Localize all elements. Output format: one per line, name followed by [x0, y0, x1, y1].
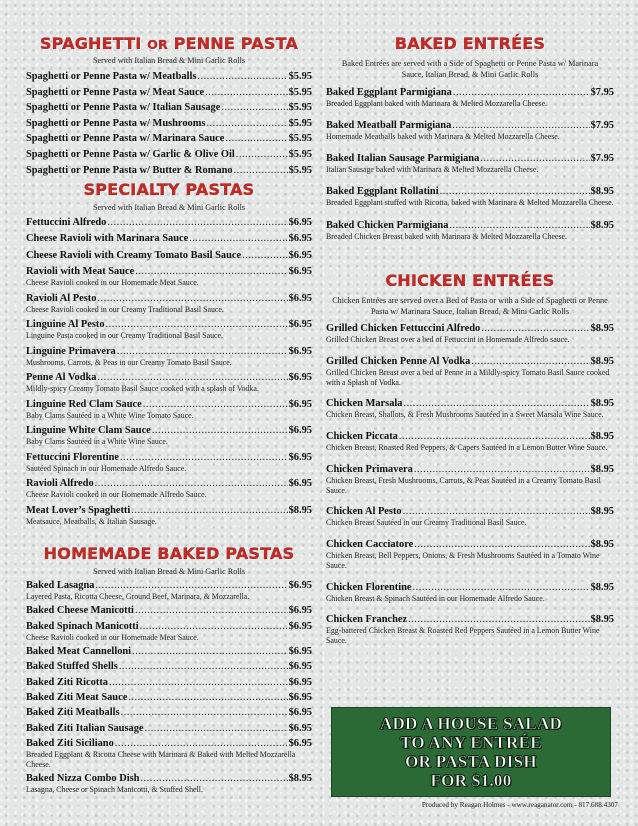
menu-item-description: Cheese Ravioli cooked in our Homemade Meat Sauce.	[26, 632, 199, 642]
menu-item-name: Ravioli with Meat Sauce	[26, 266, 135, 278]
menu-item-price: $8.95	[590, 463, 614, 475]
menu-item-name: Baked Ziti Siciliano	[26, 737, 114, 749]
menu-item-price: $5.95	[288, 133, 312, 145]
specialty-section	[26, 182, 312, 527]
dot-leader	[236, 148, 288, 161]
menu-item	[26, 292, 312, 315]
dot-leader	[135, 604, 288, 617]
baked-pastas-list	[26, 579, 312, 796]
menu-item-line	[26, 706, 312, 719]
dot-leader	[119, 660, 288, 673]
dot-leader	[117, 345, 288, 358]
menu-item-name: Baked Ziti Ricotta	[26, 676, 108, 688]
menu-item	[26, 70, 312, 83]
menu-item	[26, 620, 312, 643]
menu-item-line	[26, 132, 312, 145]
dot-leader	[403, 397, 589, 410]
menu-item-name: Linguine Red Clam Sauce	[26, 398, 142, 410]
menu-item-name: Baked Eggplant Rollatini	[326, 186, 439, 198]
dot-leader	[440, 185, 590, 198]
menu-item-price: $6.95	[288, 266, 312, 278]
dot-leader	[97, 292, 287, 305]
baked-entrees-section	[326, 36, 614, 242]
menu-item-price: $6.95	[288, 737, 312, 749]
menu-item-line	[26, 398, 312, 411]
menu-item-price: $6.95	[288, 580, 312, 592]
menu-item-line	[26, 117, 312, 130]
menu-item	[326, 355, 614, 388]
menu-item-name: Baked Ziti Meat Sauce	[26, 692, 128, 704]
menu-item-line	[26, 620, 312, 633]
menu-item	[326, 430, 614, 453]
menu-item	[26, 232, 312, 245]
menu-item	[326, 613, 614, 646]
baked-entrees-subtitle: Baked Entrées are served with a Side of Spaghetti or Penne Pasta w/ Marinara Sauce, Italian Bread, & Mini Garlic Rolls	[341, 59, 599, 80]
salad-promo-line-4: FOR $1.00	[430, 771, 512, 791]
menu-item	[26, 604, 312, 617]
menu-item-line	[26, 722, 312, 735]
dot-leader	[120, 451, 288, 464]
menu-item-price: $6.95	[288, 345, 312, 357]
menu-item-line	[326, 430, 614, 443]
spaghetti-section	[26, 36, 312, 177]
menu-item-name: Chicken Franchez	[326, 614, 408, 626]
menu-item-price: $6.95	[288, 233, 312, 245]
menu-item	[26, 660, 312, 673]
menu-item-name: Ravioli Alfredo	[26, 478, 94, 490]
menu-item-line	[326, 185, 614, 198]
menu-item-price: $6.95	[288, 292, 312, 304]
menu-item-name: Chicken Al Pesto	[326, 506, 402, 518]
menu-item-price: $8.95	[590, 323, 614, 335]
dot-leader	[135, 265, 287, 278]
menu-item-name: Baked Lasagna	[26, 580, 95, 592]
menu-item-price: $6.95	[288, 217, 312, 229]
menu-item-line	[26, 148, 312, 161]
menu-item	[26, 318, 312, 341]
menu-item	[26, 148, 312, 161]
salad-promo-box	[331, 707, 611, 797]
menu-item	[26, 249, 312, 262]
menu-item-line	[26, 737, 312, 750]
menu-item-price: $6.95	[288, 676, 312, 688]
menu-item-name: Baked Ziti Italian Sausage	[26, 722, 144, 734]
menu-item-line	[26, 604, 312, 617]
menu-item-name: Chicken Marsala	[326, 398, 403, 410]
baked-pastas-section	[26, 546, 312, 796]
menu-item-description: Sautéed Spinach in our Homemade Alfredo Sauce.	[26, 463, 187, 473]
menu-item-description: Baby Clams Sautéed in a White Wine Sauce.	[26, 437, 168, 447]
menu-item-line	[26, 101, 312, 114]
menu-item-name: Chicken Florentine	[326, 581, 412, 593]
menu-item	[26, 737, 312, 770]
menu-item-line	[26, 424, 312, 437]
chicken-title: CHICKEN ENTRÉES	[385, 271, 555, 290]
menu-item	[326, 219, 614, 242]
menu-item-name: Ravioli Al Pesto	[26, 292, 97, 304]
menu-item	[326, 505, 614, 528]
menu-item-description: Baby Clams Sautéed in a White Wine Tomato Sauce.	[26, 410, 194, 420]
dot-leader	[143, 398, 288, 411]
menu-item-price: $8.95	[590, 506, 614, 518]
menu-item-name: Cheese Ravioli with Marinara Sauce	[26, 233, 189, 245]
menu-item-description: Breaded Eggplant baked with Marinara & Melted Mozzarella Cheese.	[326, 99, 548, 109]
dot-leader	[132, 645, 288, 658]
menu-item-line	[26, 249, 312, 262]
menu-item	[326, 538, 614, 571]
menu-item-line	[326, 397, 614, 410]
menu-item-name: Baked Eggplant Parmigiana	[326, 87, 452, 99]
menu-item-line	[26, 504, 312, 517]
dot-leader	[480, 152, 589, 165]
menu-item-line	[326, 119, 614, 132]
dot-leader	[449, 219, 589, 232]
menu-item-price: $6.95	[288, 605, 312, 617]
menu-item-name: Baked Chicken Parmigiana	[326, 219, 449, 231]
menu-item-price: $8.95	[590, 539, 614, 550]
menu-item-name: Fettuccini Alfredo	[26, 217, 107, 229]
chicken-list	[326, 322, 614, 646]
menu-item-line	[26, 232, 312, 245]
menu-item-line	[26, 164, 312, 177]
dot-leader	[225, 132, 287, 145]
menu-item-name: Chicken Cacciatore	[326, 539, 414, 550]
menu-item-price: $6.95	[288, 620, 312, 632]
menu-item-description: Chicken Breast, Shallots, & Fresh Mushrooms Sautéed in a Sweet Marsala Wine Sauce.	[326, 410, 604, 420]
menu-item-description: Breaded Eggplant stuffed with Ricotta, baked with Marinara & Melted Mozzarella Cheese.	[326, 198, 614, 208]
dot-leader	[221, 101, 287, 114]
dot-leader	[453, 86, 590, 99]
dot-leader	[399, 430, 590, 443]
menu-item-description: Linguine Pasta cooked in our Creamy Traditional Basil Sauce.	[26, 331, 224, 341]
menu-item	[26, 772, 312, 795]
menu-item-price: $8.95	[590, 219, 614, 231]
baked-pastas-subtitle: Served with Italian Bread & Mini Garlic Rolls	[92, 567, 246, 576]
menu-item-price: $8.95	[590, 431, 614, 443]
menu-item-price: $6.95	[288, 319, 312, 331]
dot-leader	[413, 581, 590, 594]
menu-item-line	[26, 318, 312, 331]
menu-item-description: Chicken Breast, Bell Peppers, Onions, & Fresh Mushrooms Sautéed in a Tomato Wine Sauce.	[326, 551, 600, 571]
menu-item-description: Meatsauce, Meatballs, & Italian Sausage.	[26, 516, 157, 526]
menu-item-name: Fettuccini Florentine	[26, 451, 120, 463]
menu-item-description: Breaded Chicken Breast baked with Marinara & Melted Mozzarella Cheese.	[326, 231, 568, 241]
menu-item-description: Grilled Chicken Breast over a bed of Penne in a Mildly-spicy Tomato Basil Sauce cooked with a Splash of Vodka.	[326, 367, 610, 387]
menu-item	[26, 117, 312, 130]
menu-item	[26, 132, 312, 145]
menu-item-price: $5.95	[288, 149, 312, 161]
menu-item	[26, 676, 312, 689]
menu-item-price: $6.95	[288, 398, 312, 410]
menu-item-name: Grilled Chicken Fettuccini Alfredo	[326, 323, 481, 335]
spaghetti-subtitle: Served with Italian Bread & Mini Garlic Rolls	[92, 56, 246, 65]
dot-leader	[408, 613, 590, 626]
menu-item	[326, 152, 614, 175]
menu-item	[26, 398, 312, 421]
menu-item-price: $6.95	[288, 646, 312, 658]
menu-item-line	[326, 152, 614, 165]
dot-leader	[95, 477, 288, 490]
menu-item-name: Chicken Primavera	[326, 463, 413, 475]
menu-item	[26, 645, 312, 658]
baked-pastas-title: HOMEMADE BAKED PASTAS	[43, 544, 295, 563]
menu-item	[26, 345, 312, 368]
menu-item-name: Baked Italian Sausage Parmigiana	[326, 153, 480, 165]
menu-item	[26, 424, 312, 447]
specialty-title: SPECIALTY PASTAS	[83, 180, 255, 199]
menu-item-description: Breaded Eggplant & Ricotta Cheese with Marinara & Baked with Melted Mozzarella Cheese.	[26, 749, 296, 770]
dot-leader	[106, 318, 288, 331]
menu-item-name: Baked Meatball Parmigiana	[326, 120, 452, 132]
menu-item-line	[26, 676, 312, 689]
menu-item-line	[26, 645, 312, 658]
menu-item	[26, 579, 312, 602]
menu-item	[26, 371, 312, 394]
menu-item-line	[26, 265, 312, 278]
dot-leader	[131, 504, 287, 517]
menu-item-name: Penne Al Vodka	[26, 372, 97, 384]
menu-item-name: Linguine Primavera	[26, 345, 116, 357]
dot-leader	[403, 505, 590, 518]
menu-item	[26, 706, 312, 719]
dot-leader	[234, 164, 288, 177]
dot-leader	[414, 538, 589, 551]
dot-leader	[471, 355, 589, 368]
menu-item-price: $5.95	[288, 102, 312, 114]
menu-item-price: $6.95	[288, 707, 312, 719]
menu-item	[326, 86, 614, 109]
chicken-section	[326, 273, 614, 647]
dot-leader	[414, 463, 590, 476]
menu-item-name: Spaghetti or Penne Pasta w/ Garlic & Olive Oil	[26, 149, 235, 161]
menu-item-price: $8.95	[288, 773, 312, 785]
menu-item-line	[326, 613, 614, 626]
dot-leader	[140, 620, 288, 633]
menu-item-line	[326, 355, 614, 368]
menu-item-price: $6.95	[288, 425, 312, 437]
menu-item-line	[26, 477, 312, 490]
menu-item	[326, 322, 614, 345]
menu-item-description: Cheese Ravioli cooked in our Homemade Meat Sauce.	[26, 278, 199, 288]
menu-item-description: Mushrooms, Carrots, & Peas in our Creamy Tomato Basil Sauce.	[26, 357, 232, 367]
menu-item-line	[26, 216, 312, 229]
menu-item-name: Cheese Ravioli with Creamy Tomato Basil Sauce	[26, 249, 242, 261]
menu-item-price: $7.95	[590, 87, 614, 99]
menu-item-line	[326, 463, 614, 476]
menu-item-price: $6.95	[288, 478, 312, 490]
footer-credit: Produced by Reagan Holmes - www.reaganator.com - 817.688.4307	[421, 801, 618, 809]
menu-item-name: Spaghetti or Penne Pasta w/ Marinara Sauce	[26, 133, 225, 145]
dot-leader	[205, 86, 287, 99]
menu-item	[26, 86, 312, 99]
menu-item-name: Baked Nizza Combo Dish	[26, 773, 140, 785]
menu-item	[26, 265, 312, 288]
dot-leader	[206, 117, 287, 130]
menu-item-description: Italian Sausage baked with Marinara & Melted Mozzarella Cheese.	[326, 165, 539, 175]
menu-item	[326, 463, 614, 496]
menu-item-price: $8.95	[288, 504, 312, 516]
menu-item-price: $6.95	[288, 249, 312, 261]
menu-item-line	[26, 772, 312, 785]
baked-entrees-list	[326, 86, 614, 242]
menu-item	[26, 504, 312, 527]
menu-item-line	[326, 322, 614, 335]
menu-item-price: $6.95	[288, 372, 312, 384]
menu-item-description: Egg-battered Chicken Breast & Roasted Red Peppers Sautéed in a Lemon Butter Wine Sauce.	[326, 626, 600, 646]
menu-item-description: Cheese Ravioli cooked in our Creamy Traditional Basil Sauce.	[26, 304, 224, 314]
chicken-subtitle: Chicken Entrées are served over a Bed of Pasta or with a Side of Spaghetti or Penne Pasta w/ Marinara Sauce, Italian Bread, & Mini Garlic Rolls	[332, 296, 608, 317]
menu-item	[326, 185, 614, 208]
dot-leader	[189, 232, 287, 245]
menu-item	[326, 119, 614, 142]
menu-item-price: $8.95	[590, 355, 614, 367]
menu-item-price: $5.95	[288, 71, 312, 83]
specialty-list	[26, 216, 312, 527]
dot-leader	[128, 691, 287, 704]
menu-item-price: $5.95	[288, 117, 312, 129]
spaghetti-title: SPAGHETTI OR PENNE PASTA	[39, 34, 299, 53]
menu-item-price: $6.95	[288, 451, 312, 463]
menu-item-description: Chicken Breast & Spinach Sautéed in our Homemade Alfredo Sauce.	[326, 593, 545, 603]
menu-item-line	[26, 371, 312, 384]
menu-item	[26, 164, 312, 177]
menu-item-line	[326, 581, 614, 594]
menu-item-line	[26, 451, 312, 464]
salad-promo-line-2: TO ANY ENTRÉE	[400, 732, 542, 752]
menu-item-line	[26, 70, 312, 83]
dot-leader	[97, 371, 287, 384]
dot-leader	[109, 676, 288, 689]
dot-leader	[197, 70, 287, 83]
menu-item	[26, 216, 312, 229]
menu-item-description: Chicken Breast Sautéed in our Creamy Traditional Basil Sauce.	[326, 518, 527, 528]
dot-leader	[115, 737, 288, 750]
menu-item-name: Baked Stuffed Shells	[26, 661, 118, 673]
menu-item	[26, 451, 312, 474]
menu-item-price: $6.95	[288, 661, 312, 673]
menu-item-name: Baked Ziti Meatballs	[26, 707, 120, 719]
dot-leader	[107, 216, 287, 229]
menu-item-line	[26, 660, 312, 673]
menu-item-description: Lasagna, Cheese or Spinach Manicotti, & Stuffed Shell.	[26, 785, 203, 795]
menu-item	[326, 397, 614, 420]
dot-leader	[242, 249, 287, 262]
menu-item-line	[26, 292, 312, 305]
menu-item-name: Baked Meat Cannelloni	[26, 646, 132, 658]
dot-leader	[152, 424, 288, 437]
menu-item-price: $6.95	[288, 722, 312, 734]
menu-item-price: $6.95	[288, 692, 312, 704]
dot-leader	[95, 579, 287, 592]
menu-item-price: $5.95	[288, 86, 312, 98]
menu-item-line	[26, 579, 312, 592]
menu-item	[26, 477, 312, 500]
menu-item-price: $7.95	[590, 153, 614, 165]
menu-item-line	[326, 219, 614, 232]
menu-item	[26, 101, 312, 114]
menu-item-line	[26, 691, 312, 704]
menu-item-name: Spaghetti or Penne Pasta w/ Meatballs	[26, 71, 197, 83]
menu-item-line	[26, 345, 312, 358]
menu-item-name: Spaghetti or Penne Pasta w/ Italian Sausage	[26, 102, 221, 114]
menu-item-description: Chicken Breast, Roasted Red Peppers, & Capers Sautéed in a Lemon Butter Wine Sauce.	[326, 443, 608, 453]
menu-item-name: Baked Cheese Manicotti	[26, 605, 134, 617]
menu-item-line	[326, 538, 614, 551]
dot-leader	[145, 722, 288, 735]
menu-item-name: Spaghetti or Penne Pasta w/ Mushrooms	[26, 117, 206, 129]
menu-item-price: $8.95	[590, 614, 614, 626]
menu-item-line	[26, 86, 312, 99]
menu-item-name: Spaghetti or Penne Pasta w/ Butter & Romano	[26, 164, 233, 176]
dot-leader	[121, 706, 288, 719]
menu-item-description: Grilled Chicken Breast over a bed of Fettuccini in Homemade Alfredo sauce.	[326, 335, 570, 345]
menu-item-name: Spaghetti or Penne Pasta w/ Meat Sauce	[26, 86, 205, 98]
menu-item-description: Mildly-spicy Creamy Tomato Basil Sauce cooked with a splash of Vodka.	[26, 384, 259, 394]
spaghetti-list	[26, 70, 312, 177]
menu-item	[26, 691, 312, 704]
menu-item-line	[326, 86, 614, 99]
menu-item-price: $8.95	[590, 186, 614, 198]
baked-entrees-title: BAKED ENTRÉES	[394, 34, 546, 53]
menu-item	[326, 581, 614, 604]
menu-item-description: Chicken Breast, Fresh Mushrooms, Carrots, & Peas Sautéed in a Creamy Tomato Basil Sauce.	[326, 475, 601, 495]
menu-item-name: Grilled Chicken Penne Al Vodka	[326, 355, 471, 367]
menu-item-price: $5.95	[288, 164, 312, 176]
salad-promo-line-1: ADD A HOUSE SALAD	[379, 713, 563, 733]
menu-item-name: Meat Lover’s Spaghetti	[26, 504, 131, 516]
menu-item-name: Linguine Al Pesto	[26, 319, 105, 331]
menu-item-name: Chicken Piccata	[326, 431, 398, 443]
menu-item-line	[326, 505, 614, 518]
menu-item-description: Cheese Ravioli cooked in our Homemade Alfredo Sauce.	[26, 490, 207, 500]
menu-item	[26, 722, 312, 735]
menu-item-price: $7.95	[590, 120, 614, 132]
menu-item-description: Homemade Meatballs baked with Marinara & Melted Mozzarella Cheese.	[326, 132, 560, 142]
dot-leader	[140, 772, 287, 785]
dot-leader	[481, 322, 589, 335]
salad-promo-line-3: OR PASTA DISH	[405, 752, 537, 771]
menu-item-price: $8.95	[590, 581, 614, 593]
specialty-subtitle: Served with Italian Bread & Mini Garlic Rolls	[92, 203, 246, 212]
dot-leader	[452, 119, 589, 132]
menu-item-name: Baked Spinach Manicotti	[26, 620, 139, 632]
menu-item-name: Linguine White Clam Sauce	[26, 425, 151, 437]
menu-item-price: $8.95	[590, 398, 614, 410]
menu-item-description: Layered Pasta, Ricotta Cheese, Ground Beef, Marinara, & Mozzarella.	[26, 592, 250, 602]
